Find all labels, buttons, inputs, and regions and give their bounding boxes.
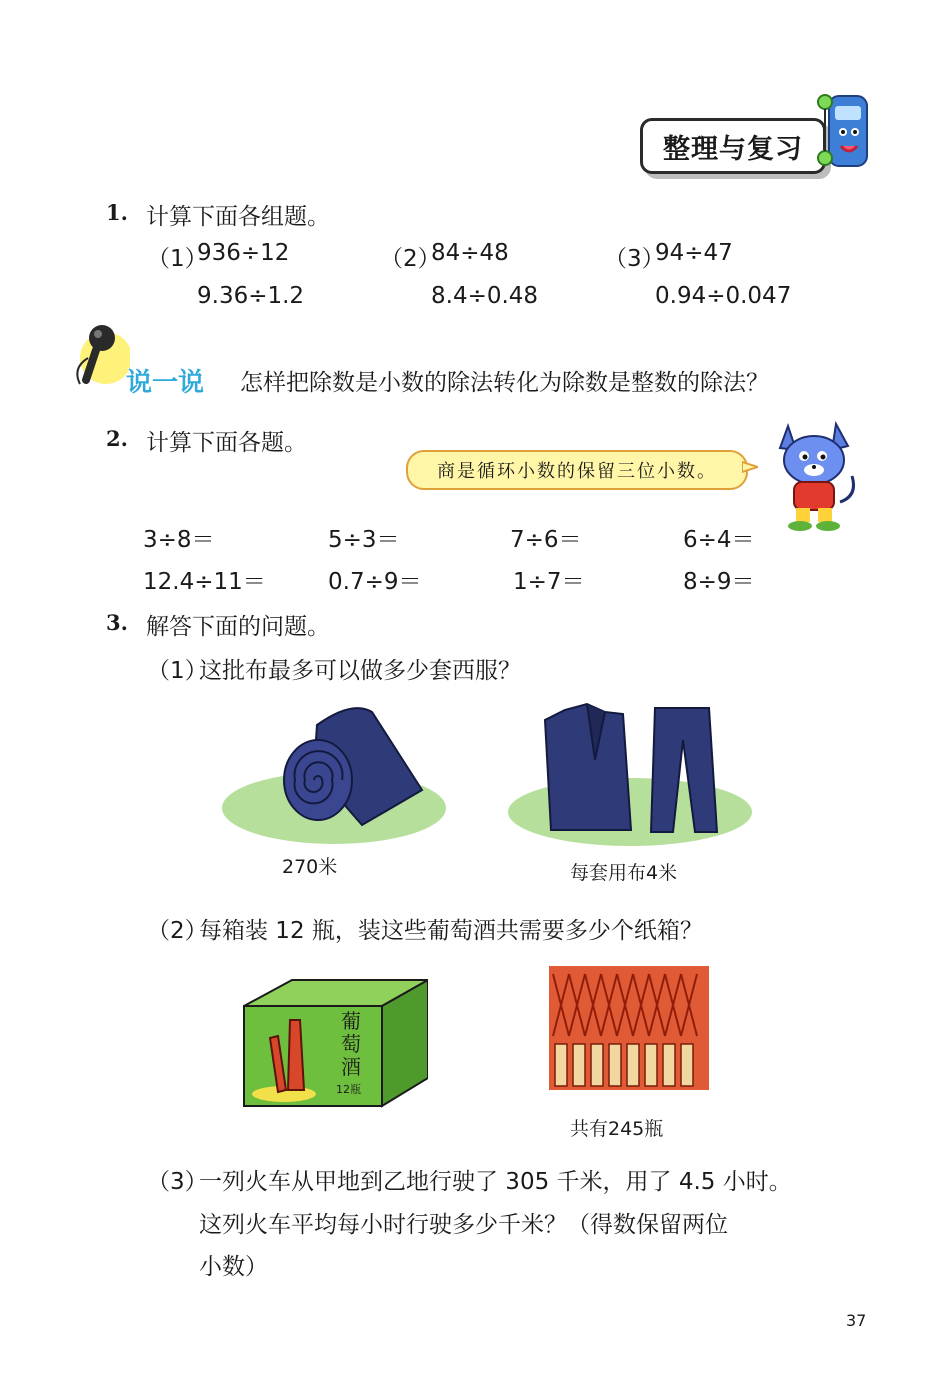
q1-prompt: 计算下面各组题。: [146, 204, 330, 230]
q2-r1-c1: 3÷8＝: [143, 527, 215, 553]
bottles-caption: 共有245瓶: [570, 1118, 664, 1140]
talk-label: 说一说: [126, 368, 205, 398]
q3-p1-text: 这批布最多可以做多少套西服？: [199, 658, 521, 684]
wine-bottles-illustration: [549, 966, 709, 1090]
q1-group2-label: （2）: [380, 246, 441, 272]
box-label: 葡萄酒: [341, 1009, 361, 1079]
q1-group3-expr-a: 94÷47: [655, 240, 733, 266]
cat-mascot-icon: [766, 416, 862, 532]
q1-group2-expr-b: 8.4÷0.48: [431, 283, 539, 309]
tip-bubble: [406, 450, 748, 490]
q1-group3-label: （3）: [604, 246, 665, 272]
q1-group1-expr-a: 936÷12: [197, 240, 290, 266]
q3-p3-line2: 这列火车平均每小时行驶多少千米？（得数保留两位: [199, 1212, 728, 1238]
q1-group1-expr-b: 9.36÷1.2: [197, 283, 305, 309]
q2-r2-c2: 0.7÷9＝: [328, 569, 422, 595]
section-title: 整理与复习: [663, 133, 803, 165]
q3-number: 3.: [106, 610, 128, 635]
bubble-tail-icon: [742, 460, 758, 474]
q1-group2-expr-a: 84÷48: [431, 240, 509, 266]
suit-illustration: [505, 700, 755, 850]
q3-p1-label: （1）: [147, 658, 208, 684]
q2-r1-c2: 5÷3＝: [328, 527, 400, 553]
suit-caption: 每套用布4米: [570, 862, 678, 884]
q3-prompt: 解答下面的问题。: [146, 614, 330, 640]
q2-r2-c3: 1÷7＝: [513, 569, 585, 595]
q2-r2-c4: 8÷9＝: [683, 569, 755, 595]
q2-number: 2.: [106, 426, 128, 451]
q3-p3-label: （3）: [147, 1169, 208, 1195]
q2-prompt: 计算下面各题。: [146, 430, 307, 456]
q2-r1-c3: 7÷6＝: [510, 527, 582, 553]
q1-group1-label: （1）: [147, 246, 208, 272]
talk-question: 怎样把除数是小数的除法转化为除数是整数的除法？: [240, 370, 769, 396]
q1-group3-expr-b: 0.94÷0.047: [655, 283, 792, 309]
q3-p3-line3: 小数）: [199, 1254, 268, 1280]
microphone-icon: [66, 318, 130, 392]
q2-r1-c4: 6÷4＝: [683, 527, 755, 553]
q2-r2-c1: 12.4÷11＝: [143, 569, 266, 595]
page-number: 37: [846, 1311, 867, 1330]
q3-p2-text: 每箱装 12 瓶，装这些葡萄酒共需要多少个纸箱？: [199, 918, 703, 944]
cloth-roll-illustration: [222, 700, 452, 850]
q1-number: 1.: [106, 200, 128, 225]
section-title-box: [640, 118, 826, 174]
calculator-mascot-icon: [815, 84, 877, 184]
tip-text: 商是循环小数的保留三位小数。: [437, 461, 717, 482]
box-count: 12瓶: [336, 1083, 361, 1096]
cloth-caption: 270米: [282, 856, 338, 878]
q3-p3-line1: 一列火车从甲地到乙地行驶了 305 千米，用了 4.5 小时。: [199, 1169, 792, 1195]
wine-box-illustration: [242, 976, 428, 1108]
q3-p2-label: （2）: [147, 918, 208, 944]
